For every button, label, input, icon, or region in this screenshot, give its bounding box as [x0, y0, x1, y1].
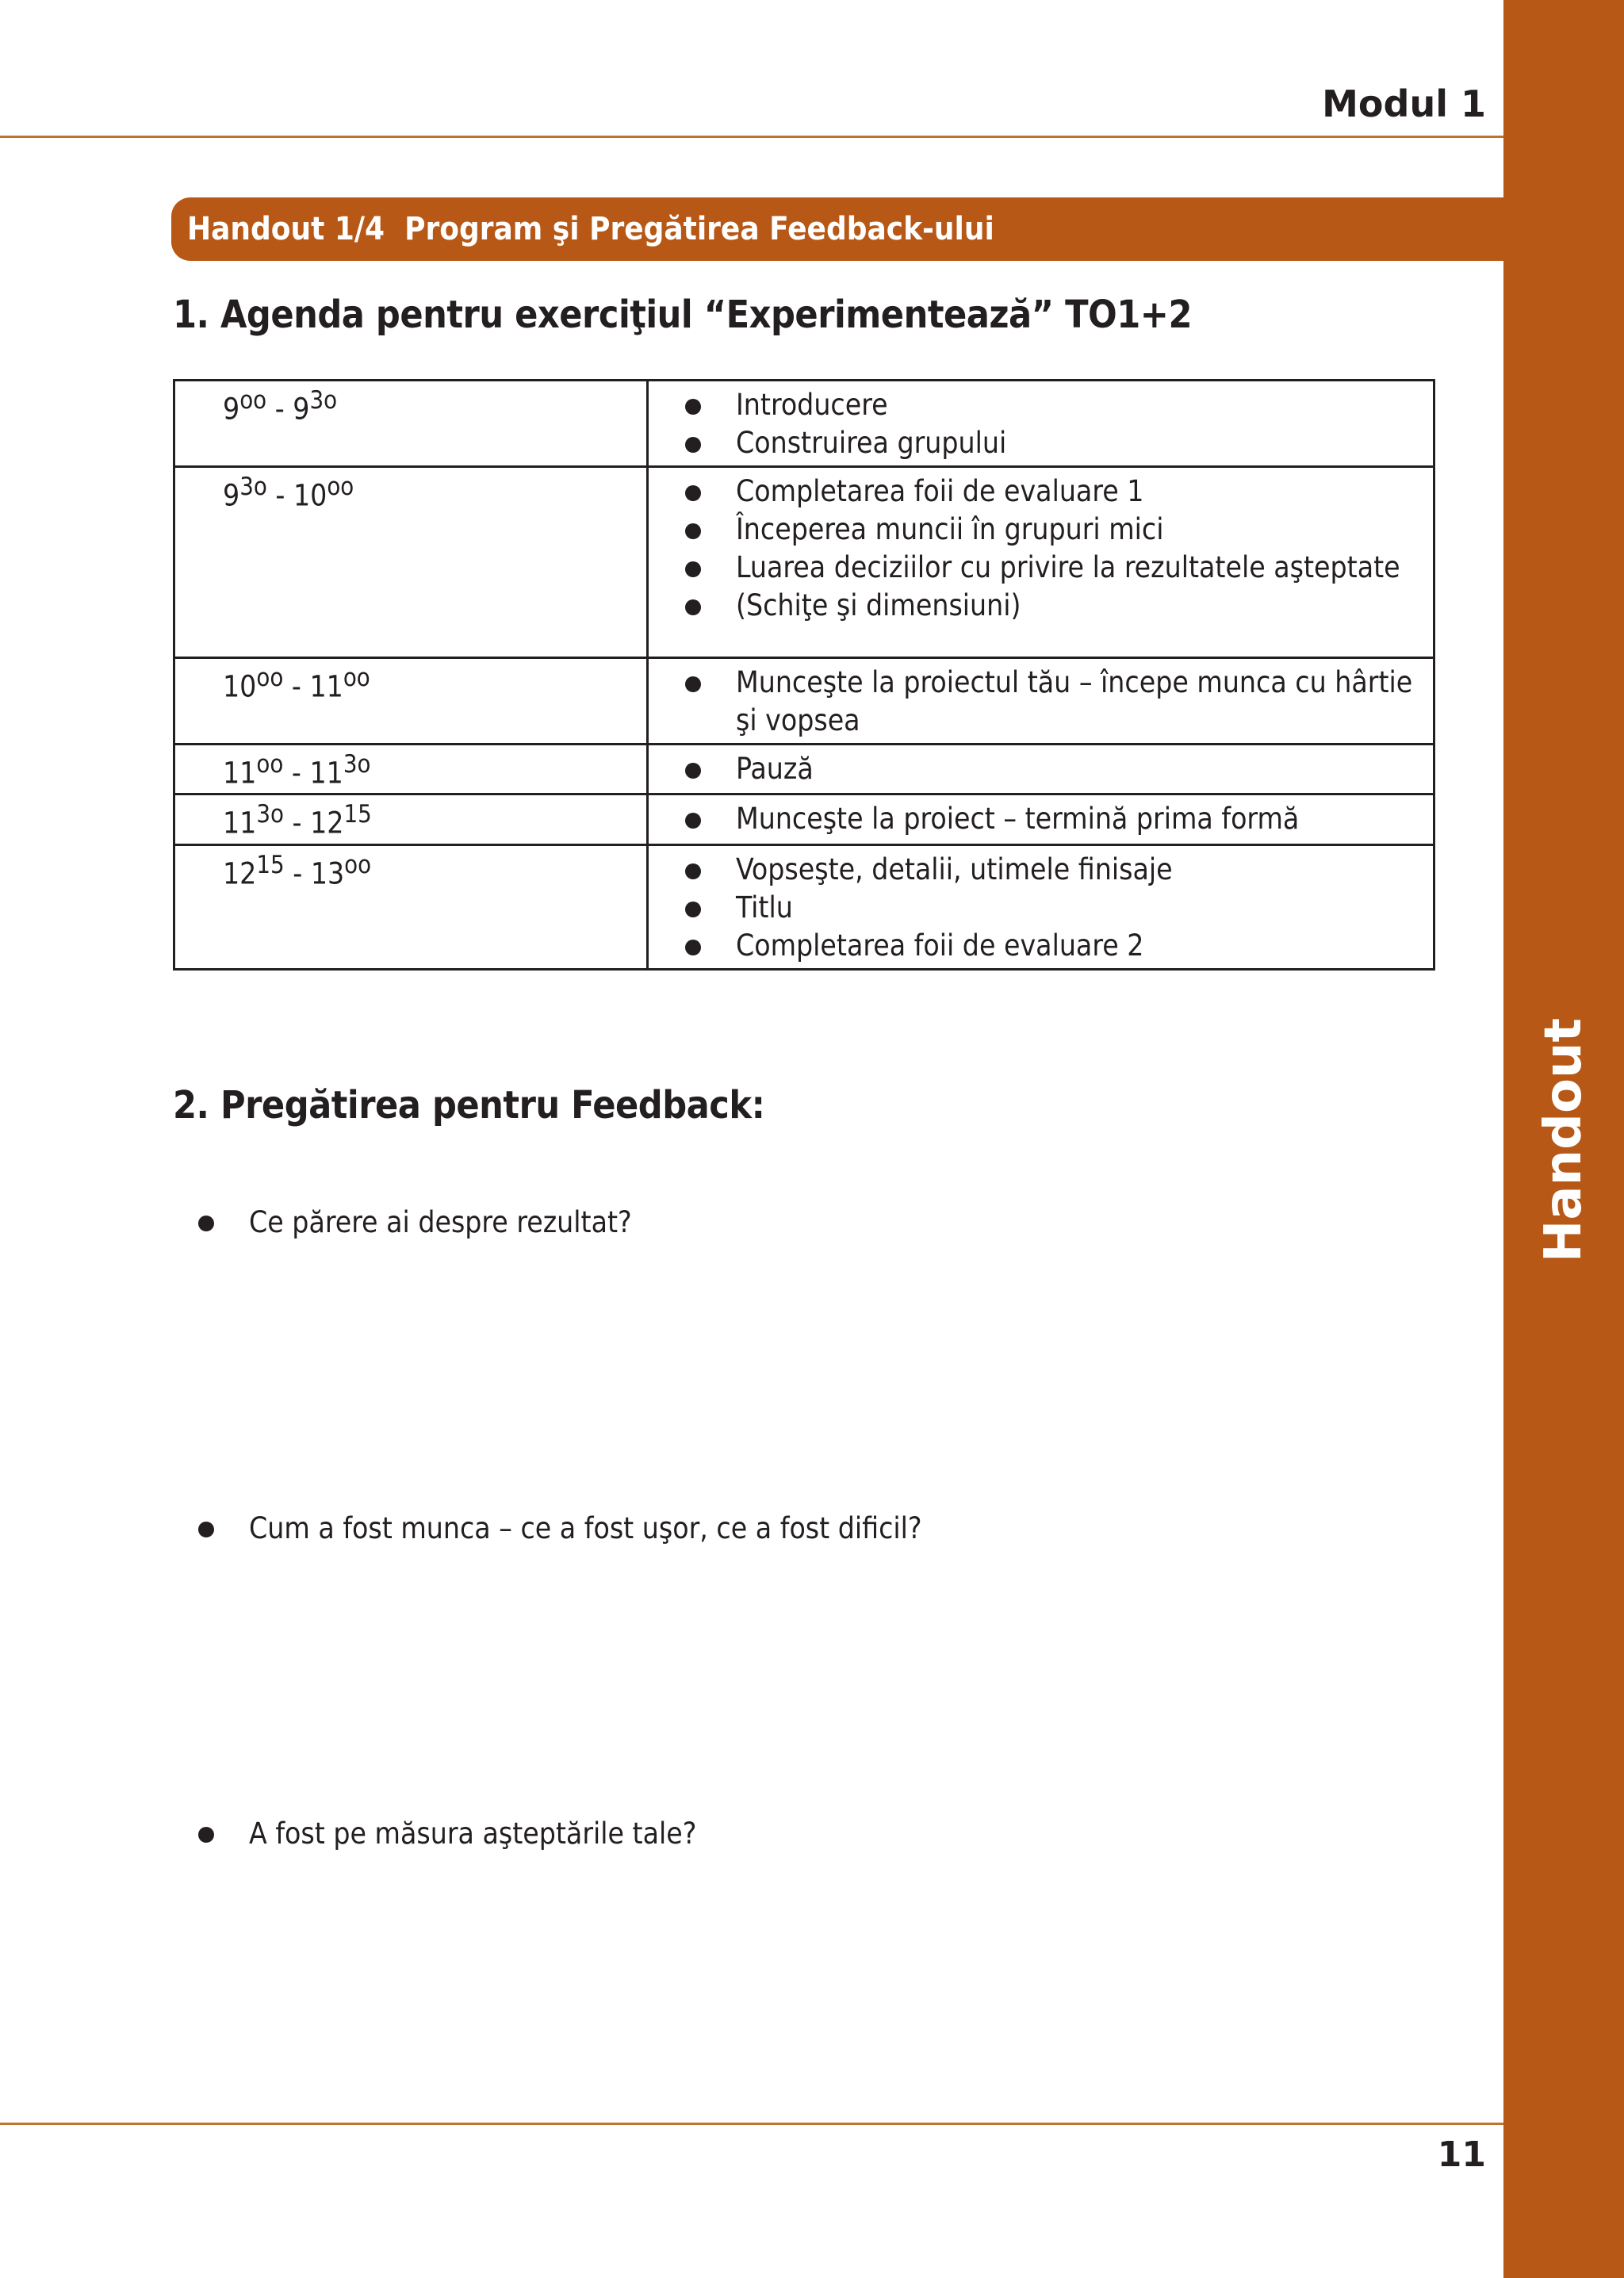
- list-item: Completarea foii de evaluare 2: [657, 927, 1425, 965]
- list-item: Introducere: [657, 386, 1425, 424]
- feedback-question: Ce părere ai despre rezultat?: [198, 1205, 581, 1239]
- activity-cell: [648, 745, 1434, 794]
- agenda-heading: 1. Agenda pentru exerciţiul “Experimentează” TO1+2: [173, 293, 1193, 337]
- list-item: Vopseşte, detalii, utimele finisaje: [657, 851, 1425, 889]
- side-tab-label: Handout: [1534, 1017, 1593, 1263]
- list-item: Luarea deciziilor cu privire la rezultatele aşteptate: [657, 549, 1425, 587]
- handout-title: Program şi Pregătirea Feedback-ului: [404, 211, 994, 247]
- time-cell: $11^{oo} - 11^{3o}$: [174, 745, 648, 794]
- time-cell: $12^{15} - 13^{oo}$: [174, 844, 648, 969]
- table-row: [174, 381, 1434, 467]
- list-item: (Schiţe şi dimensiuni): [657, 587, 1425, 625]
- module-title: Modul 1: [1322, 82, 1486, 125]
- bullet-icon: [198, 1827, 214, 1843]
- header-rule: [0, 136, 1503, 138]
- table-row: [174, 844, 1434, 969]
- agenda-table: [173, 379, 1435, 971]
- bullet-icon: [198, 1522, 214, 1537]
- time-cell: $11^{3o} - 12^{15}$: [174, 794, 648, 844]
- list-item: Titlu: [657, 889, 1425, 927]
- feedback-question: A fost pe măsura aşteptările tale?: [198, 1817, 645, 1851]
- list-item: Construirea grupului: [657, 424, 1425, 462]
- footer-rule: [0, 2123, 1503, 2125]
- feedback-question: Cum a fost munca – ce a fost uşor, ce a fost dificil?: [198, 1511, 871, 1545]
- activity-cell: [648, 658, 1434, 745]
- time-cell: $9^{oo} - 9^{3o}$: [174, 381, 648, 467]
- activity-cell: [648, 844, 1434, 969]
- list-item: Munceşte la proiect – termină prima formă: [657, 800, 1425, 838]
- list-item: Munceşte la proiectul tău – începe munca cu hârtie şi vopsea: [657, 664, 1425, 740]
- table-row: [174, 745, 1434, 794]
- page-number: 11: [1437, 2134, 1486, 2175]
- activity-cell: [648, 381, 1434, 467]
- activity-cell: [648, 467, 1434, 658]
- list-item: Pauză: [657, 750, 1425, 788]
- table-row: [174, 658, 1434, 745]
- activity-cell: [648, 794, 1434, 844]
- bullet-icon: [198, 1216, 214, 1231]
- list-item: Începerea muncii în grupuri mici: [657, 511, 1425, 549]
- feedback-heading: 2. Pregătirea pentru Feedback:: [173, 1083, 765, 1128]
- handout-code: Handout 1/4: [187, 211, 385, 247]
- time-cell: $10^{oo} - 11^{oo}$: [174, 658, 648, 745]
- handout-banner: [171, 197, 1503, 261]
- table-row: [174, 794, 1434, 844]
- list-item: Completarea foii de evaluare 1: [657, 473, 1425, 511]
- table-row: [174, 467, 1434, 658]
- time-cell: $9^{3o} - 10^{oo}$: [174, 467, 648, 658]
